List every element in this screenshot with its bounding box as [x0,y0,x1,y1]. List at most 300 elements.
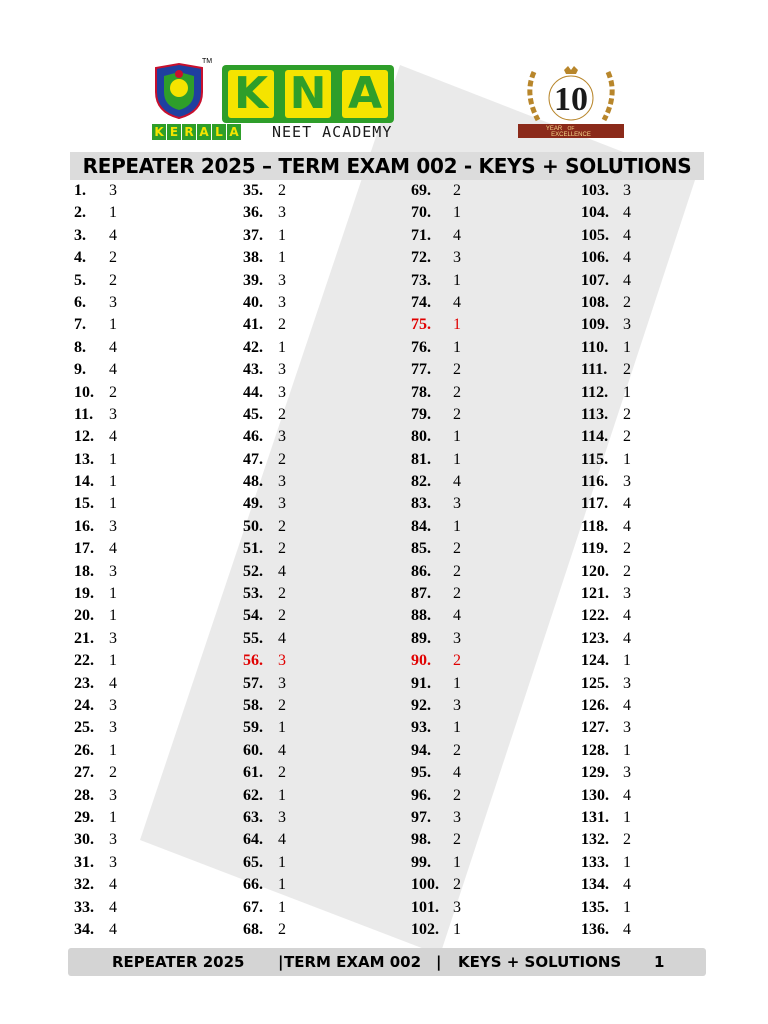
question-number: 13. [74,450,94,468]
answer-key: 4 [623,920,631,938]
question-number: 55. [243,629,263,647]
answer-key: 3 [278,428,286,446]
answer-key: 3 [453,808,461,826]
answer-key: 3 [109,853,117,871]
answer-row [243,292,403,314]
question-number: 40. [243,293,263,311]
answer-row [243,270,403,292]
answer-row [74,359,234,381]
answer-key: 3 [109,182,117,199]
answer-row [411,605,571,627]
answer-key: 2 [453,741,461,759]
answer-key: 2 [623,361,631,379]
answer-key: 2 [278,764,286,782]
answer-row [243,538,403,560]
answer-key: 2 [278,182,286,199]
answer-row [74,225,234,247]
question-number: 79. [411,405,431,423]
answer-key: 4 [278,629,286,647]
answer-row [581,561,741,583]
answer-row [243,337,403,359]
page-footer [68,948,706,976]
question-number: 2. [74,204,86,222]
answer-key: 3 [623,764,631,782]
question-number: 133. [581,853,609,871]
answer-key: 1 [453,920,461,938]
question-number: 43. [243,361,263,379]
question-number: 78. [411,383,431,401]
answer-row [581,404,741,426]
answer-row [581,538,741,560]
question-number: 50. [243,517,263,535]
answer-key: 4 [623,517,631,535]
question-number: 90. [411,652,431,670]
question-number: 42. [243,338,263,356]
answer-row [74,628,234,650]
question-number: 65. [243,853,263,871]
answer-key: 4 [453,764,461,782]
answer-row [581,762,741,784]
question-number: 134. [581,876,609,894]
answer-key: 2 [623,428,631,446]
question-number: 23. [74,674,94,692]
answer-row [411,202,571,224]
question-number: 17. [74,540,94,558]
answer-key: 4 [623,696,631,714]
question-number: 60. [243,741,263,759]
question-number: 32. [74,876,94,894]
answer-key: 2 [453,831,461,849]
kerala-letter: A [227,124,241,140]
question-number: 49. [243,495,263,513]
answer-key: 1 [109,473,117,491]
badge-year-text: YEAR [545,126,563,132]
answer-row [411,762,571,784]
question-number: 10. [74,383,94,401]
question-number: 16. [74,517,94,535]
answer-row [411,628,571,650]
question-number: 25. [74,719,94,737]
question-number: 93. [411,719,431,737]
question-number: 115. [581,450,609,468]
answer-key: 1 [278,338,286,356]
answer-key: 2 [623,540,631,558]
answer-row [74,247,234,269]
question-number: 126. [581,696,609,714]
answer-row [581,695,741,717]
answer-row [411,270,571,292]
answer-key: 1 [453,428,461,446]
answer-key: 1 [623,853,631,871]
ten-year-badge [516,64,626,144]
answer-key: 4 [278,562,286,580]
question-number: 4. [74,249,86,267]
answer-key: 1 [453,450,461,468]
answer-row [243,314,403,336]
question-number: 99. [411,853,431,871]
answer-row [74,717,234,739]
answer-key: 4 [453,293,461,311]
answer-key: 1 [278,898,286,916]
answer-row [74,314,234,336]
page-header [0,58,768,148]
answer-row [74,270,234,292]
answer-row [411,919,571,941]
answer-key: 3 [453,495,461,513]
answer-key: 3 [278,383,286,401]
answer-row [411,807,571,829]
answer-column-3 [411,180,571,941]
question-number: 110. [581,338,609,356]
answer-row [74,829,234,851]
question-number: 21. [74,629,94,647]
answer-key: 3 [623,719,631,737]
answer-row [411,382,571,404]
answer-key: 3 [109,293,117,311]
answer-row [74,292,234,314]
answer-row [74,471,234,493]
question-number: 114. [581,428,609,446]
answer-key: 2 [623,293,631,311]
question-number: 51. [243,540,263,558]
question-number: 124. [581,652,609,670]
answer-row [74,874,234,896]
question-number: 116. [581,473,609,491]
answer-key: 4 [453,473,461,491]
answer-key: 4 [623,629,631,647]
answer-row [243,605,403,627]
answer-row [581,292,741,314]
question-number: 106. [581,249,609,267]
answer-key: 3 [109,696,117,714]
question-number: 58. [243,696,263,714]
answer-row [411,449,571,471]
answer-key: 1 [453,719,461,737]
neet-academy-wordmark: NEET ACADEMY [272,123,393,141]
answer-row [411,852,571,874]
answer-key: 3 [278,204,286,222]
logo-letter-n: N [285,70,331,118]
question-number: 28. [74,786,94,804]
answer-row [74,650,234,672]
answer-row [243,807,403,829]
answer-key: 2 [278,585,286,603]
question-number: 46. [243,428,263,446]
question-number: 6. [74,293,86,311]
answer-row [74,762,234,784]
answer-row [581,359,741,381]
question-number: 56. [243,652,263,670]
answer-key: 1 [453,316,461,334]
question-number: 75. [411,316,431,334]
answer-key: 3 [453,629,461,647]
answer-row [74,180,234,202]
question-number: 8. [74,338,86,356]
answer-row [74,852,234,874]
answer-row [581,516,741,538]
question-number: 57. [243,674,263,692]
badge-of-text: OF [567,126,575,132]
answer-row [74,202,234,224]
question-number: 98. [411,831,431,849]
answer-row [411,292,571,314]
question-number: 44. [243,383,263,401]
question-number: 31. [74,853,94,871]
kna-logo [222,65,394,123]
answer-key: 1 [453,338,461,356]
answer-key: 4 [109,920,117,938]
answer-row [411,673,571,695]
answer-row [74,897,234,919]
question-number: 11. [74,405,94,423]
answer-key: 1 [623,450,631,468]
question-number: 105. [581,226,609,244]
answer-key: 2 [278,696,286,714]
question-number: 74. [411,293,431,311]
answer-column-2 [243,180,403,941]
answer-key: 3 [109,629,117,647]
answer-row [74,426,234,448]
answer-key: 4 [109,428,117,446]
answer-key: 1 [109,316,117,334]
answer-key: 2 [109,271,117,289]
question-number: 103. [581,182,609,199]
answer-key: 2 [109,249,117,267]
question-number: 47. [243,450,263,468]
answer-key: 1 [278,226,286,244]
answer-row [581,628,741,650]
answer-key: 4 [109,361,117,379]
answer-row [411,337,571,359]
answer-row [411,359,571,381]
answer-row [74,919,234,941]
question-number: 83. [411,495,431,513]
question-number: 87. [411,585,431,603]
question-number: 130. [581,786,609,804]
answer-row [581,180,741,202]
question-number: 100. [411,876,439,894]
answer-key: 1 [278,786,286,804]
answer-key: 3 [109,831,117,849]
question-number: 48. [243,473,263,491]
question-number: 77. [411,361,431,379]
answer-row [581,717,741,739]
answer-key: 3 [278,473,286,491]
answer-key: 4 [623,495,631,513]
question-number: 131. [581,808,609,826]
question-number: 132. [581,831,609,849]
question-number: 122. [581,607,609,625]
page-title: REPEATER 2025 – TERM EXAM 002 - KEYS + SOLUTIONS [82,154,692,178]
question-number: 3. [74,226,86,244]
answer-row [243,471,403,493]
answer-key: 4 [623,786,631,804]
answer-row [581,919,741,941]
question-number: 128. [581,741,609,759]
answer-row [411,247,571,269]
answer-row [243,628,403,650]
question-number: 104. [581,204,609,222]
question-number: 121. [581,585,609,603]
answer-row [243,829,403,851]
question-number: 129. [581,764,609,782]
question-number: 118. [581,517,609,535]
answer-row [243,673,403,695]
answer-key: 1 [453,204,461,222]
question-number: 54. [243,607,263,625]
answer-key: 1 [453,517,461,535]
answer-row [581,605,741,627]
question-number: 135. [581,898,609,916]
question-number: 91. [411,674,431,692]
answer-row [411,493,571,515]
answer-row [243,561,403,583]
question-number: 95. [411,764,431,782]
answer-key: 3 [278,271,286,289]
answer-key: 3 [109,562,117,580]
kerala-letter: L [212,124,226,140]
question-number: 92. [411,696,431,714]
answer-row [411,180,571,202]
answer-row [243,516,403,538]
question-number: 9. [74,361,86,379]
answer-key: 1 [623,652,631,670]
question-number: 35. [243,182,263,199]
answer-key: 3 [623,674,631,692]
answer-key: 1 [453,853,461,871]
question-number: 76. [411,338,431,356]
answer-key: 1 [623,383,631,401]
logo-letter-k: K [228,70,274,118]
answer-key: 3 [623,585,631,603]
question-number: 29. [74,808,94,826]
answer-key: 2 [623,562,631,580]
question-number: 68. [243,920,263,938]
question-number: 30. [74,831,94,849]
answer-row [243,762,403,784]
answer-row [411,471,571,493]
answer-key: 4 [453,607,461,625]
question-number: 52. [243,562,263,580]
answer-key: 2 [453,182,461,199]
answer-row [411,897,571,919]
answer-key: 1 [278,853,286,871]
page-number: 1 [654,953,665,971]
answer-row [411,314,571,336]
question-number: 41. [243,316,263,334]
answer-key: 4 [623,876,631,894]
question-number: 94. [411,741,431,759]
question-number: 61. [243,764,263,782]
answer-row [581,829,741,851]
answer-key: 4 [623,607,631,625]
answer-key: 1 [109,450,117,468]
question-number: 72. [411,249,431,267]
answer-column-4 [581,180,741,941]
answer-key: 2 [278,450,286,468]
question-number: 84. [411,517,431,535]
question-number: 71. [411,226,431,244]
answer-row [74,449,234,471]
answer-key: 1 [623,338,631,356]
question-number: 33. [74,898,94,916]
question-number: 63. [243,808,263,826]
badge-excellence-text: EXCELLENCE [551,132,591,138]
question-number: 34. [74,920,94,938]
answer-key: 3 [278,361,286,379]
answer-key: 1 [109,585,117,603]
answer-row [74,807,234,829]
question-number: 82. [411,473,431,491]
answer-row [74,337,234,359]
answer-key: 3 [278,808,286,826]
answer-row [581,471,741,493]
answer-key: 3 [453,249,461,267]
answer-key: 2 [453,562,461,580]
answer-row [581,650,741,672]
answer-key: 2 [623,831,631,849]
answer-key: 2 [453,405,461,423]
question-number: 22. [74,652,94,670]
question-number: 59. [243,719,263,737]
title-bar [70,152,704,180]
question-number: 20. [74,607,94,625]
answer-key: 2 [453,876,461,894]
question-number: 7. [74,316,86,334]
question-number: 108. [581,293,609,311]
answer-row [243,695,403,717]
question-number: 136. [581,920,609,938]
answer-row [411,404,571,426]
answer-row [243,874,403,896]
answer-key: 2 [453,786,461,804]
question-number: 120. [581,562,609,580]
answer-row [243,247,403,269]
kerala-letter: E [167,124,181,140]
answer-row [243,493,403,515]
answer-row [411,561,571,583]
answer-key: 1 [109,204,117,222]
answer-key: 4 [623,271,631,289]
answer-row [74,740,234,762]
answer-row [243,740,403,762]
answer-row [74,561,234,583]
answer-key: 1 [278,249,286,267]
answer-key: 2 [109,764,117,782]
answer-key: 4 [623,249,631,267]
answer-row [74,785,234,807]
question-number: 102. [411,920,439,938]
answer-row [74,583,234,605]
footer-exam: TERM EXAM 002 [284,953,422,971]
answer-key: 1 [623,741,631,759]
answer-row [411,829,571,851]
question-number: 125. [581,674,609,692]
answer-row [581,874,741,896]
answer-row [411,538,571,560]
answer-key: 4 [109,540,117,558]
question-number: 113. [581,405,609,423]
answer-key: 2 [453,361,461,379]
answer-key: 2 [278,607,286,625]
answer-key: 1 [623,898,631,916]
answer-key: 4 [623,204,631,222]
answer-row [411,785,571,807]
answer-row [74,695,234,717]
question-number: 36. [243,204,263,222]
answer-key: 2 [278,540,286,558]
answer-row [581,673,741,695]
